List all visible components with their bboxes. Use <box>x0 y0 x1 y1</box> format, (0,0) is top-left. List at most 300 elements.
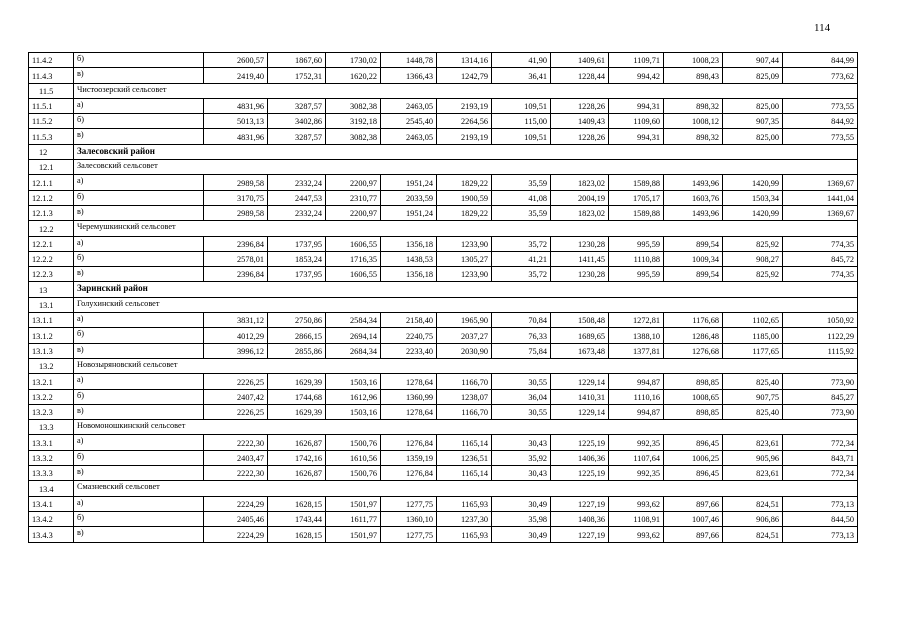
value-cell: 1610,56 <box>326 450 381 465</box>
value-cell: 5013,13 <box>204 114 268 129</box>
section-code: 12.1 <box>29 160 74 175</box>
value-cell: 823,61 <box>723 435 783 450</box>
row-code: 13.3.1 <box>29 435 74 450</box>
value-cell: 1276,84 <box>381 435 437 450</box>
value-cell: 35,72 <box>492 236 551 251</box>
selsovet-header-row <box>29 358 858 373</box>
tariff-table <box>28 52 858 543</box>
row-subitem: б) <box>74 251 204 266</box>
value-cell: 1730,02 <box>326 53 381 68</box>
value-cell: 1366,43 <box>381 68 437 83</box>
value-cell: 1229,14 <box>551 404 609 419</box>
row-code: 12.1.2 <box>29 190 74 205</box>
value-cell: 1628,15 <box>268 496 326 511</box>
value-cell: 1006,25 <box>664 450 723 465</box>
value-cell: 772,34 <box>783 466 858 481</box>
table-row <box>29 98 858 113</box>
value-cell: 2200,97 <box>326 175 381 190</box>
value-cell: 994,42 <box>609 68 664 83</box>
value-cell: 1420,99 <box>723 175 783 190</box>
selsovet-header-row <box>29 481 858 496</box>
value-cell: 1277,75 <box>381 496 437 511</box>
value-cell: 2332,24 <box>268 175 326 190</box>
table-row <box>29 450 858 465</box>
value-cell: 993,62 <box>609 527 664 542</box>
row-subitem: б) <box>74 114 204 129</box>
value-cell: 993,62 <box>609 496 664 511</box>
value-cell: 896,45 <box>664 466 723 481</box>
value-cell: 844,99 <box>783 53 858 68</box>
value-cell: 1503,34 <box>723 190 783 205</box>
value-cell: 1441,04 <box>783 190 858 205</box>
row-code: 12.1.1 <box>29 175 74 190</box>
value-cell: 844,92 <box>783 114 858 129</box>
row-subitem: а) <box>74 98 204 113</box>
value-cell: 1115,92 <box>783 343 858 358</box>
value-cell: 773,55 <box>783 129 858 144</box>
value-cell: 2224,29 <box>204 496 268 511</box>
value-cell: 1356,18 <box>381 236 437 251</box>
table-row <box>29 68 858 83</box>
value-cell: 1242,79 <box>437 68 492 83</box>
value-cell: 1900,59 <box>437 190 492 205</box>
value-cell: 1165,14 <box>437 466 492 481</box>
value-cell: 2310,77 <box>326 190 381 205</box>
value-cell: 994,87 <box>609 404 664 419</box>
value-cell: 1008,23 <box>664 53 723 68</box>
value-cell: 1228,44 <box>551 68 609 83</box>
value-cell: 1165,93 <box>437 496 492 511</box>
value-cell: 1503,16 <box>326 374 381 389</box>
row-subitem: в) <box>74 466 204 481</box>
value-cell: 1008,12 <box>664 114 723 129</box>
value-cell: 1965,90 <box>437 313 492 328</box>
value-cell: 1166,70 <box>437 374 492 389</box>
value-cell: 36,04 <box>492 389 551 404</box>
value-cell: 35,59 <box>492 205 551 220</box>
value-cell: 773,13 <box>783 527 858 542</box>
table-row <box>29 313 858 328</box>
row-code: 13.4.1 <box>29 496 74 511</box>
value-cell: 772,34 <box>783 435 858 450</box>
value-cell: 76,33 <box>492 328 551 343</box>
table-row <box>29 343 858 358</box>
value-cell: 2419,40 <box>204 68 268 83</box>
value-cell: 897,66 <box>664 527 723 542</box>
value-cell: 2193,19 <box>437 98 492 113</box>
row-code: 13.2.2 <box>29 389 74 404</box>
row-code: 13.3.2 <box>29 450 74 465</box>
value-cell: 30,43 <box>492 466 551 481</box>
selsovet-title: Чистоозерский сельсовет <box>74 83 858 98</box>
value-cell: 1230,28 <box>551 267 609 282</box>
value-cell: 3287,57 <box>268 129 326 144</box>
value-cell: 1752,31 <box>268 68 326 83</box>
selsovet-title: Залесовский сельсовет <box>74 160 858 175</box>
value-cell: 773,90 <box>783 404 858 419</box>
value-cell: 773,55 <box>783 98 858 113</box>
value-cell: 3287,57 <box>268 98 326 113</box>
value-cell: 1230,28 <box>551 236 609 251</box>
row-code: 11.5.3 <box>29 129 74 144</box>
value-cell: 2396,84 <box>204 236 268 251</box>
value-cell: 2240,75 <box>381 328 437 343</box>
value-cell: 1278,64 <box>381 374 437 389</box>
value-cell: 1369,67 <box>783 175 858 190</box>
value-cell: 824,51 <box>723 527 783 542</box>
value-cell: 1867,60 <box>268 53 326 68</box>
value-cell: 1356,18 <box>381 267 437 282</box>
value-cell: 845,27 <box>783 389 858 404</box>
value-cell: 1165,14 <box>437 435 492 450</box>
value-cell: 41,90 <box>492 53 551 68</box>
value-cell: 2226,25 <box>204 374 268 389</box>
value-cell: 115,00 <box>492 114 551 129</box>
value-cell: 1110,88 <box>609 251 664 266</box>
value-cell: 2004,19 <box>551 190 609 205</box>
section-code: 13.1 <box>29 297 74 312</box>
value-cell: 30,55 <box>492 404 551 419</box>
value-cell: 1823,02 <box>551 175 609 190</box>
value-cell: 824,51 <box>723 496 783 511</box>
value-cell: 3082,38 <box>326 129 381 144</box>
value-cell: 1109,71 <box>609 53 664 68</box>
value-cell: 774,35 <box>783 267 858 282</box>
value-cell: 1277,75 <box>381 527 437 542</box>
section-code: 13.3 <box>29 420 74 435</box>
value-cell: 825,92 <box>723 267 783 282</box>
value-cell: 2600,57 <box>204 53 268 68</box>
value-cell: 1007,46 <box>664 511 723 526</box>
table-row <box>29 404 858 419</box>
table-row <box>29 511 858 526</box>
value-cell: 3996,12 <box>204 343 268 358</box>
value-cell: 1233,90 <box>437 236 492 251</box>
row-code: 13.2.1 <box>29 374 74 389</box>
value-cell: 2158,40 <box>381 313 437 328</box>
value-cell: 1278,64 <box>381 404 437 419</box>
value-cell: 35,59 <box>492 175 551 190</box>
row-code: 12.1.3 <box>29 205 74 220</box>
value-cell: 2193,19 <box>437 129 492 144</box>
row-subitem: в) <box>74 68 204 83</box>
value-cell: 4012,29 <box>204 328 268 343</box>
value-cell: 2407,42 <box>204 389 268 404</box>
section-code: 13 <box>29 282 74 297</box>
value-cell: 1716,35 <box>326 251 381 266</box>
value-cell: 1829,22 <box>437 175 492 190</box>
value-cell: 1388,10 <box>609 328 664 343</box>
value-cell: 3170,75 <box>204 190 268 205</box>
value-cell: 1626,87 <box>268 435 326 450</box>
value-cell: 2578,01 <box>204 251 268 266</box>
value-cell: 1611,77 <box>326 511 381 526</box>
selsovet-title: Черемушкинский сельсовет <box>74 221 858 236</box>
selsovet-header-row <box>29 83 858 98</box>
value-cell: 825,00 <box>723 129 783 144</box>
selsovet-header-row <box>29 221 858 236</box>
table-row <box>29 389 858 404</box>
value-cell: 2989,58 <box>204 205 268 220</box>
value-cell: 1606,55 <box>326 267 381 282</box>
value-cell: 825,40 <box>723 404 783 419</box>
value-cell: 2866,15 <box>268 328 326 343</box>
row-code: 12.2.1 <box>29 236 74 251</box>
value-cell: 2463,05 <box>381 98 437 113</box>
value-cell: 30,55 <box>492 374 551 389</box>
row-subitem: б) <box>74 450 204 465</box>
row-code: 13.1.3 <box>29 343 74 358</box>
value-cell: 2447,53 <box>268 190 326 205</box>
value-cell: 1742,16 <box>268 450 326 465</box>
value-cell: 1272,81 <box>609 313 664 328</box>
value-cell: 994,87 <box>609 374 664 389</box>
value-cell: 2224,29 <box>204 527 268 542</box>
page-number: 114 <box>814 22 831 34</box>
value-cell: 823,61 <box>723 466 783 481</box>
value-cell: 1406,36 <box>551 450 609 465</box>
table-row <box>29 190 858 205</box>
value-cell: 1411,45 <box>551 251 609 266</box>
value-cell: 1603,76 <box>664 190 723 205</box>
value-cell: 845,72 <box>783 251 858 266</box>
district-title: Залесовский район <box>74 144 858 159</box>
value-cell: 1410,31 <box>551 389 609 404</box>
value-cell: 109,51 <box>492 98 551 113</box>
value-cell: 1853,24 <box>268 251 326 266</box>
value-cell: 1008,65 <box>664 389 723 404</box>
value-cell: 1233,90 <box>437 267 492 282</box>
row-subitem: в) <box>74 527 204 542</box>
value-cell: 1500,76 <box>326 466 381 481</box>
value-cell: 2684,34 <box>326 343 381 358</box>
value-cell: 1503,16 <box>326 404 381 419</box>
value-cell: 1185,00 <box>723 328 783 343</box>
value-cell: 2584,34 <box>326 313 381 328</box>
value-cell: 1110,16 <box>609 389 664 404</box>
value-cell: 41,08 <box>492 190 551 205</box>
value-cell: 4831,96 <box>204 129 268 144</box>
value-cell: 898,85 <box>664 374 723 389</box>
value-cell: 30,49 <box>492 527 551 542</box>
value-cell: 773,90 <box>783 374 858 389</box>
value-cell: 898,43 <box>664 68 723 83</box>
district-header-row <box>29 144 858 159</box>
value-cell: 2200,97 <box>326 205 381 220</box>
value-cell: 1369,67 <box>783 205 858 220</box>
value-cell: 1673,48 <box>551 343 609 358</box>
value-cell: 1589,88 <box>609 205 664 220</box>
value-cell: 2545,40 <box>381 114 437 129</box>
row-subitem: в) <box>74 404 204 419</box>
value-cell: 1409,43 <box>551 114 609 129</box>
value-cell: 1360,10 <box>381 511 437 526</box>
row-code: 13.1.1 <box>29 313 74 328</box>
value-cell: 1165,93 <box>437 527 492 542</box>
row-subitem: б) <box>74 389 204 404</box>
value-cell: 1420,99 <box>723 205 783 220</box>
value-cell: 1228,26 <box>551 129 609 144</box>
value-cell: 1108,91 <box>609 511 664 526</box>
value-cell: 2750,86 <box>268 313 326 328</box>
value-cell: 825,40 <box>723 374 783 389</box>
row-code: 11.5.1 <box>29 98 74 113</box>
value-cell: 1227,19 <box>551 496 609 511</box>
section-code: 13.4 <box>29 481 74 496</box>
value-cell: 896,45 <box>664 435 723 450</box>
value-cell: 1166,70 <box>437 404 492 419</box>
selsovet-header-row <box>29 420 858 435</box>
value-cell: 2396,84 <box>204 267 268 282</box>
value-cell: 1228,26 <box>551 98 609 113</box>
value-cell: 773,62 <box>783 68 858 83</box>
value-cell: 2030,90 <box>437 343 492 358</box>
value-cell: 994,31 <box>609 98 664 113</box>
row-subitem: б) <box>74 190 204 205</box>
selsovet-title: Новомоношкинский сельсовет <box>74 420 858 435</box>
value-cell: 1050,92 <box>783 313 858 328</box>
table-row <box>29 129 858 144</box>
value-cell: 1705,17 <box>609 190 664 205</box>
value-cell: 1408,36 <box>551 511 609 526</box>
value-cell: 1107,64 <box>609 450 664 465</box>
value-cell: 1122,29 <box>783 328 858 343</box>
table-row <box>29 527 858 542</box>
value-cell: 35,72 <box>492 267 551 282</box>
value-cell: 1743,44 <box>268 511 326 526</box>
value-cell: 30,49 <box>492 496 551 511</box>
table-row <box>29 236 858 251</box>
value-cell: 2405,46 <box>204 511 268 526</box>
table-row <box>29 267 858 282</box>
value-cell: 2264,56 <box>437 114 492 129</box>
value-cell: 1227,19 <box>551 527 609 542</box>
value-cell: 1102,65 <box>723 313 783 328</box>
row-subitem: а) <box>74 435 204 450</box>
value-cell: 825,09 <box>723 68 783 83</box>
value-cell: 1629,39 <box>268 374 326 389</box>
value-cell: 843,71 <box>783 450 858 465</box>
table-row <box>29 114 858 129</box>
value-cell: 1951,24 <box>381 175 437 190</box>
value-cell: 1305,27 <box>437 251 492 266</box>
value-cell: 30,43 <box>492 435 551 450</box>
value-cell: 899,54 <box>664 236 723 251</box>
row-subitem: в) <box>74 267 204 282</box>
value-cell: 1829,22 <box>437 205 492 220</box>
value-cell: 1276,84 <box>381 466 437 481</box>
value-cell: 2403,47 <box>204 450 268 465</box>
value-cell: 995,59 <box>609 236 664 251</box>
value-cell: 3192,18 <box>326 114 381 129</box>
value-cell: 992,35 <box>609 435 664 450</box>
value-cell: 1501,97 <box>326 496 381 511</box>
value-cell: 1109,60 <box>609 114 664 129</box>
value-cell: 899,54 <box>664 267 723 282</box>
value-cell: 1009,34 <box>664 251 723 266</box>
table-row <box>29 374 858 389</box>
value-cell: 1229,14 <box>551 374 609 389</box>
value-cell: 2694,14 <box>326 328 381 343</box>
value-cell: 1377,81 <box>609 343 664 358</box>
selsovet-title: Смазневский сельсовет <box>74 481 858 496</box>
selsovet-title: Голухинский сельсовет <box>74 297 858 312</box>
value-cell: 1448,78 <box>381 53 437 68</box>
value-cell: 1314,16 <box>437 53 492 68</box>
row-code: 12.2.3 <box>29 267 74 282</box>
value-cell: 2855,86 <box>268 343 326 358</box>
value-cell: 35,98 <box>492 511 551 526</box>
value-cell: 1176,68 <box>664 313 723 328</box>
value-cell: 2222,30 <box>204 435 268 450</box>
row-code: 13.2.3 <box>29 404 74 419</box>
value-cell: 1629,39 <box>268 404 326 419</box>
value-cell: 1500,76 <box>326 435 381 450</box>
value-cell: 1409,61 <box>551 53 609 68</box>
value-cell: 75,84 <box>492 343 551 358</box>
value-cell: 1620,22 <box>326 68 381 83</box>
value-cell: 908,27 <box>723 251 783 266</box>
value-cell: 1225,19 <box>551 435 609 450</box>
value-cell: 2226,25 <box>204 404 268 419</box>
value-cell: 992,35 <box>609 466 664 481</box>
value-cell: 897,66 <box>664 496 723 511</box>
row-code: 11.5.2 <box>29 114 74 129</box>
table-row <box>29 175 858 190</box>
table-row <box>29 496 858 511</box>
value-cell: 825,92 <box>723 236 783 251</box>
value-cell: 35,92 <box>492 450 551 465</box>
row-code: 11.4.3 <box>29 68 74 83</box>
table-row <box>29 53 858 68</box>
value-cell: 1177,65 <box>723 343 783 358</box>
row-code: 12.2.2 <box>29 251 74 266</box>
value-cell: 1606,55 <box>326 236 381 251</box>
value-cell: 1626,87 <box>268 466 326 481</box>
value-cell: 2989,58 <box>204 175 268 190</box>
value-cell: 2332,24 <box>268 205 326 220</box>
table-row <box>29 435 858 450</box>
value-cell: 1628,15 <box>268 527 326 542</box>
row-subitem: б) <box>74 511 204 526</box>
value-cell: 2222,30 <box>204 466 268 481</box>
table-row <box>29 466 858 481</box>
row-subitem: б) <box>74 328 204 343</box>
table-row <box>29 328 858 343</box>
section-code: 12.2 <box>29 221 74 236</box>
value-cell: 907,75 <box>723 389 783 404</box>
row-code: 13.4.3 <box>29 527 74 542</box>
value-cell: 1737,95 <box>268 267 326 282</box>
district-title: Заринский район <box>74 282 858 297</box>
value-cell: 994,31 <box>609 129 664 144</box>
row-subitem: а) <box>74 496 204 511</box>
row-subitem: б) <box>74 53 204 68</box>
value-cell: 1238,07 <box>437 389 492 404</box>
value-cell: 1359,19 <box>381 450 437 465</box>
row-subitem: в) <box>74 205 204 220</box>
value-cell: 905,96 <box>723 450 783 465</box>
value-cell: 1508,48 <box>551 313 609 328</box>
selsovet-title: Новозыряновский сельсовет <box>74 358 858 373</box>
value-cell: 825,00 <box>723 98 783 113</box>
value-cell: 2463,05 <box>381 129 437 144</box>
value-cell: 907,35 <box>723 114 783 129</box>
value-cell: 2033,59 <box>381 190 437 205</box>
section-code: 11.5 <box>29 83 74 98</box>
value-cell: 1236,51 <box>437 450 492 465</box>
table-body <box>29 53 858 543</box>
